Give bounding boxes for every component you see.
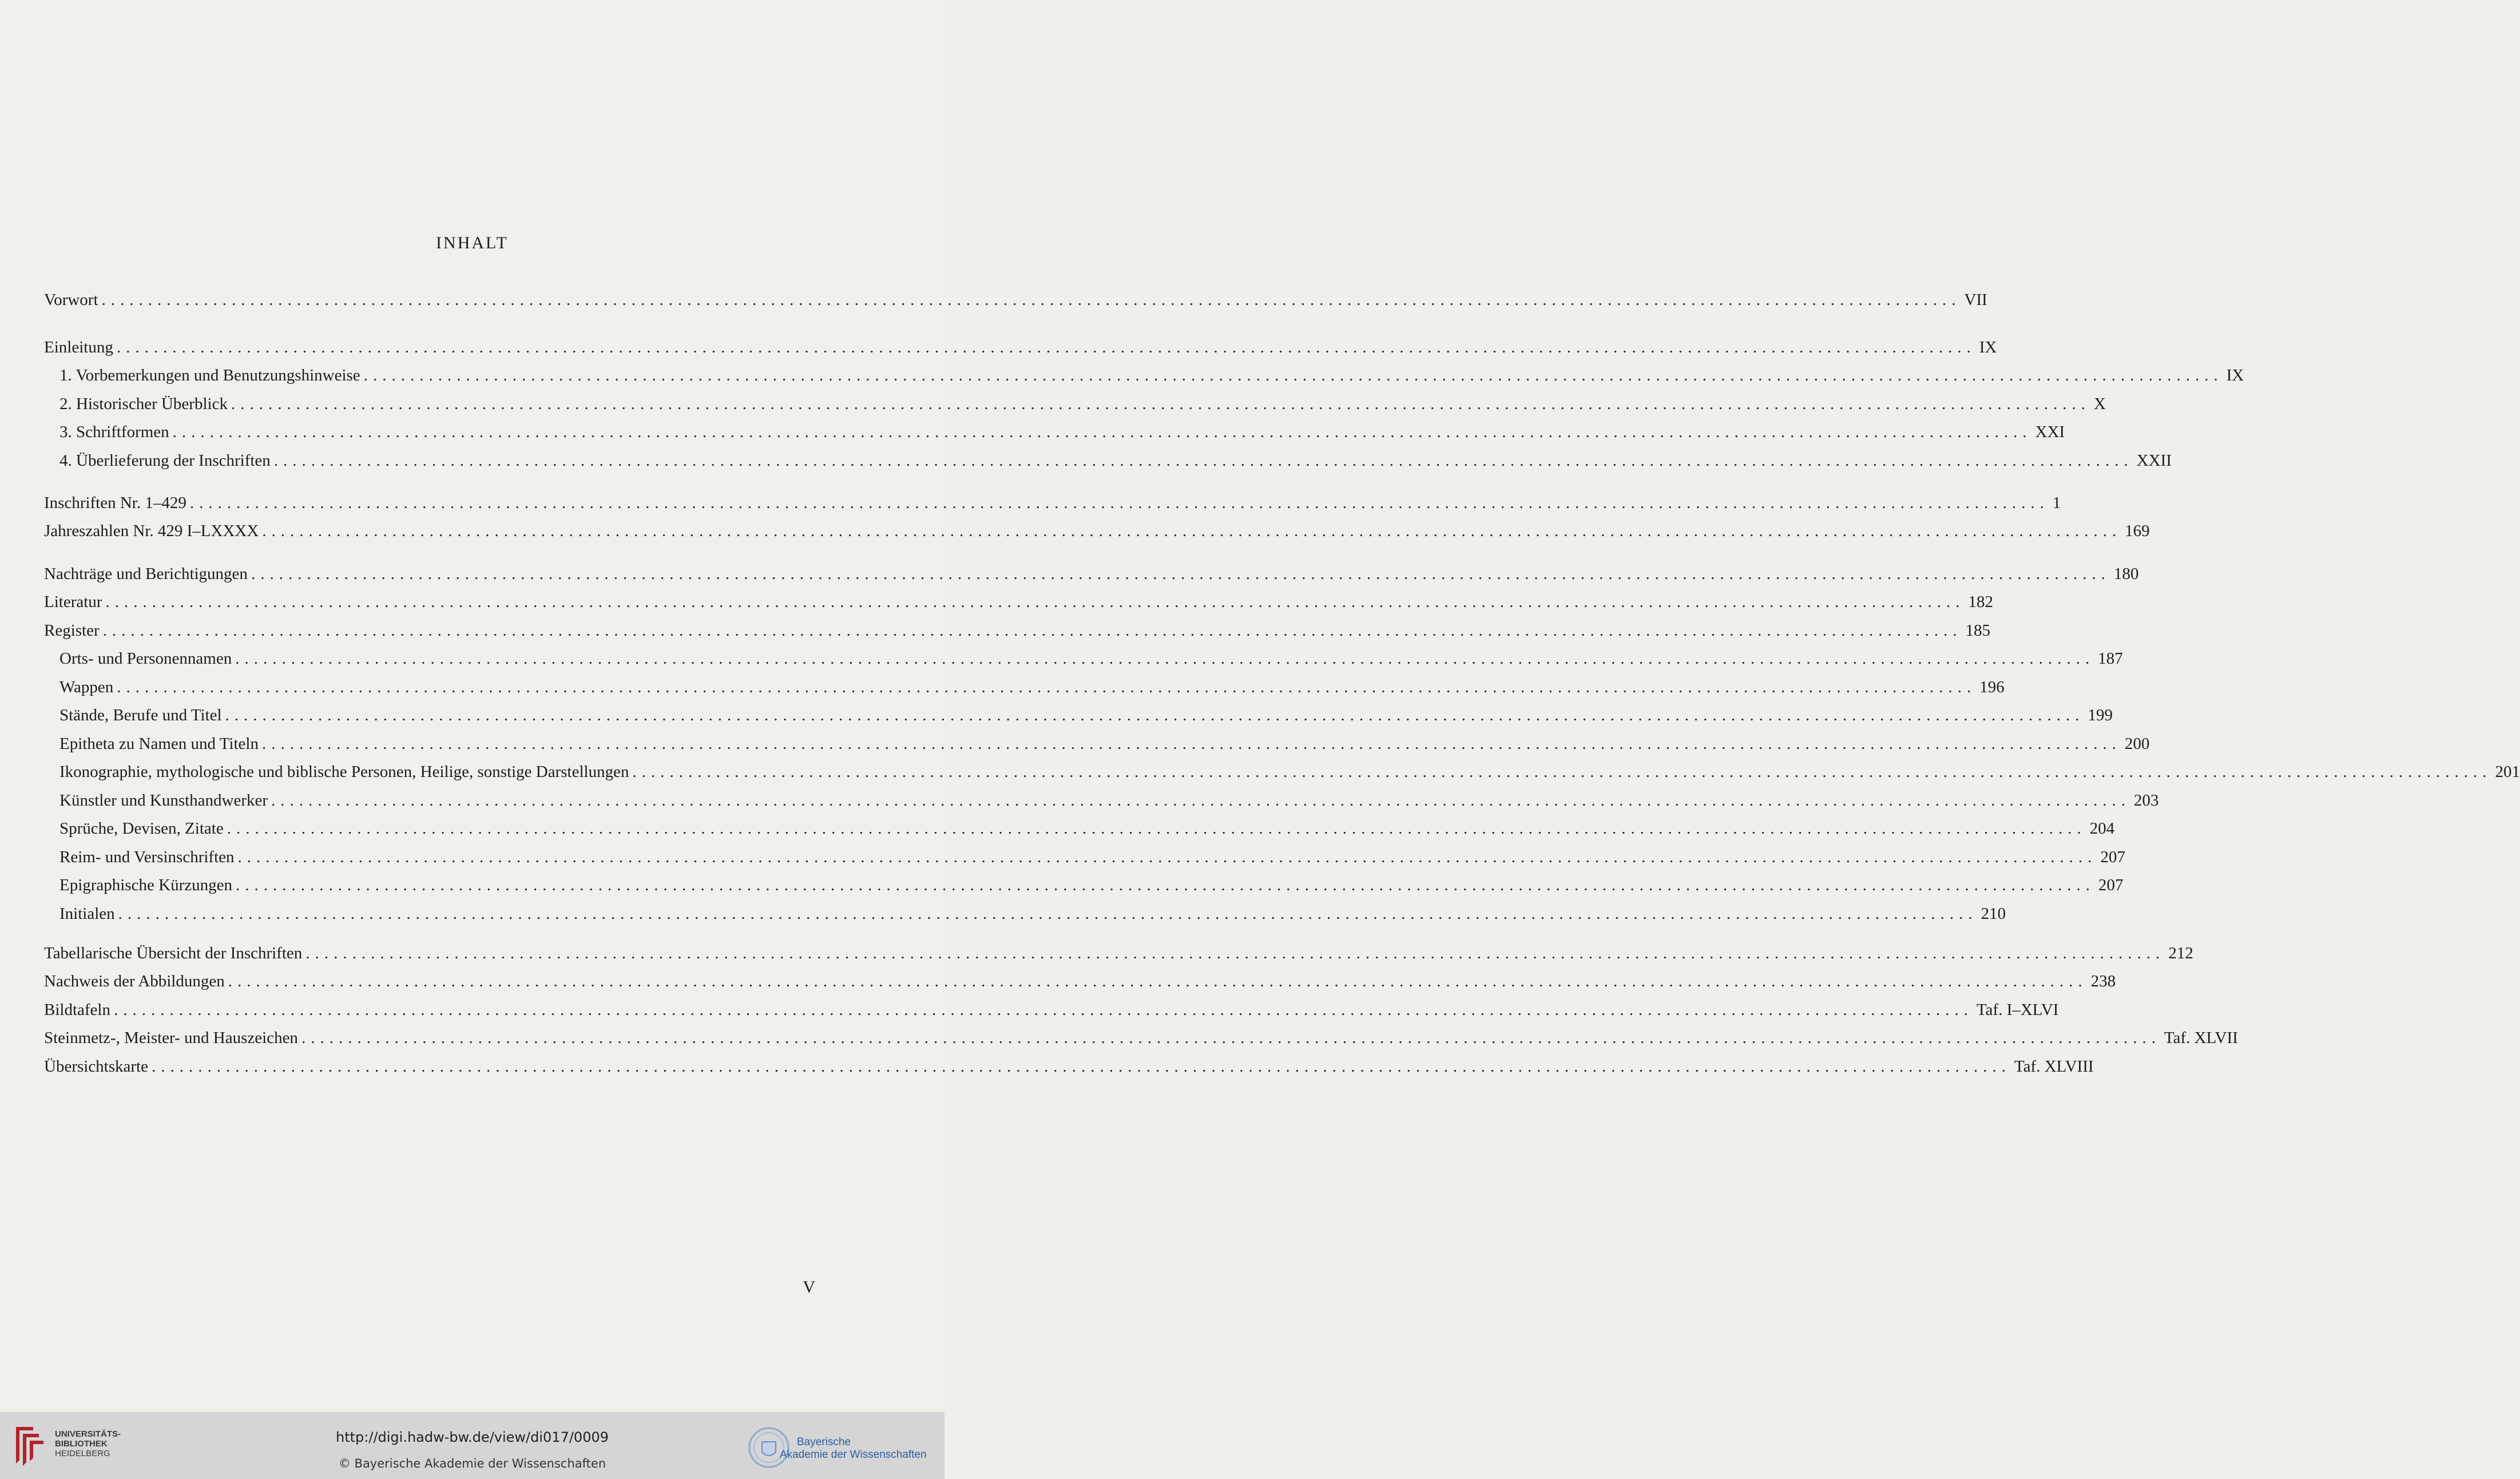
toc-entry-label: Epigraphische Kürzungen — [59, 876, 232, 894]
toc-dot-leader: ........................................................................................................................................................................................................ — [262, 522, 2122, 540]
toc-entry-page: XXI — [2035, 423, 2065, 441]
toc-dot-leader: ........................................................................................................................................................................................................ — [117, 678, 1977, 696]
toc-entry — [59, 366, 2244, 389]
toc-dot-leader: ........................................................................................................................................................................................................ — [105, 593, 1965, 611]
toc-entry — [59, 848, 2126, 871]
academy-line-2: Akademie der Wissenschaften — [780, 1449, 927, 1461]
toc-dot-leader: ........................................................................................................................................................................................................ — [261, 735, 2121, 753]
toc-entry-page: 238 — [2090, 972, 2116, 990]
toc-entry-page: 187 — [2098, 649, 2123, 668]
toc-entry — [44, 565, 2139, 588]
toc-dot-leader: ........................................................................................................................................................................................................ — [251, 565, 2110, 583]
toc-entry — [59, 451, 2172, 474]
toc-dot-leader: ........................................................................................................................................................................................................ — [225, 706, 2085, 724]
toc-entry — [59, 706, 2113, 729]
toc-entry — [44, 522, 2150, 545]
toc-entry — [59, 678, 2005, 701]
toc-dot-leader: ........................................................................................................................................................................................................ — [113, 1001, 1973, 1019]
toc-dot-leader: ........................................................................................................................................................................................................ — [235, 876, 2095, 894]
toc-entry-label: Jahreszahlen Nr. 429 I–LXXXX — [44, 522, 259, 540]
toc-entry — [44, 944, 2193, 967]
toc-entry-label: Stände, Berufe und Titel — [59, 706, 222, 724]
toc-dot-leader: ........................................................................................................................................................................................................ — [237, 848, 2097, 866]
toc-entry-label: 4. Überlieferung der Inschriften — [59, 451, 271, 470]
toc-entry-label: Ikonographie, mythologische und biblische Personen, Heilige, sonstige Darstellungen — [59, 763, 629, 781]
toc-entry-page: VII — [1964, 291, 1987, 309]
academy-name — [780, 1436, 927, 1461]
page-number: V — [803, 1278, 815, 1296]
toc-entry-page: 200 — [2124, 735, 2150, 753]
toc-dot-leader: ........................................................................................................................................................................................................ — [228, 972, 2088, 990]
toc-dot-leader: ........................................................................................................................................................................................................ — [102, 621, 1962, 640]
toc-entry-label: Vorwort — [44, 291, 98, 309]
toc-entry-label: Übersichtskarte — [44, 1057, 148, 1076]
toc-entry-label: Literatur — [44, 593, 102, 611]
toc-dot-leader: ........................................................................................................................................................................................................ — [231, 395, 2090, 413]
toc-entry-page: 169 — [2125, 522, 2150, 540]
toc-entry-page: 196 — [1979, 678, 2005, 696]
toc-dot-leader: ........................................................................................................................................................................................................ — [118, 905, 1978, 923]
toc-dot-leader: ........................................................................................................................................................................................................ — [152, 1057, 2011, 1076]
viewer-footer — [0, 1412, 944, 1479]
toc-entry-label: 3. Schriftformen — [59, 423, 169, 441]
toc-entry-page: Taf. XLVIII — [2014, 1057, 2094, 1076]
toc-entry-page: 212 — [2168, 944, 2193, 962]
toc-entry — [59, 395, 2106, 418]
toc-entry-page: IX — [2226, 366, 2244, 384]
toc-entry-label: Orts- und Personennamen — [59, 649, 232, 668]
permalink-url[interactable]: http://digi.hadw-bw.de/view/di017/0009 — [336, 1429, 609, 1445]
toc-entry-page: X — [2093, 395, 2106, 413]
toc-entry — [59, 423, 2065, 446]
toc-entry-label: Tabellarische Übersicht der Inschriften — [44, 944, 303, 962]
toc-entry — [44, 1001, 2059, 1024]
library-line-1: UNIVERSITÄTS- — [55, 1429, 121, 1439]
toc-entry — [44, 338, 1997, 361]
toc-entry — [44, 972, 2116, 995]
toc-entry-page: 201 — [2495, 763, 2520, 781]
toc-entry-label: Künstler und Kunsthandwerker — [59, 791, 268, 810]
toc-entry-label: Einleitung — [44, 338, 113, 356]
toc-entry — [59, 763, 2520, 786]
toc-entry-page: 207 — [2098, 876, 2124, 894]
library-line-3: HEIDELBERG — [55, 1449, 110, 1458]
toc-entry-page: 180 — [2113, 565, 2139, 583]
page-title: INHALT — [436, 233, 509, 252]
toc-entry-page: 203 — [2134, 791, 2159, 810]
toc-entry-label: Reim- und Versinschriften — [59, 848, 235, 866]
toc-entry-label: Initialen — [59, 905, 115, 923]
toc-entry-label: Steinmetz-, Meister- und Hauszeichen — [44, 1029, 298, 1047]
toc-entry-label: Nachträge und Berichtigungen — [44, 565, 248, 583]
toc-entry-page: 204 — [2089, 819, 2115, 838]
toc-entry — [44, 494, 2061, 517]
toc-entry-page: XXII — [2136, 451, 2172, 470]
toc-dot-leader: ........................................................................................................................................................................................................ — [632, 763, 2492, 781]
toc-entry — [59, 735, 2150, 758]
toc-entry-page: IX — [1979, 338, 1997, 356]
toc-entry — [59, 649, 2123, 672]
toc-dot-leader: ........................................................................................................................................................................................................ — [172, 423, 2032, 441]
toc-entry — [59, 876, 2124, 899]
toc-entry — [44, 621, 1991, 644]
toc-dot-leader: ........................................................................................................................................................................................................ — [273, 451, 2133, 470]
toc-dot-leader: ........................................................................................................................................................................................................ — [235, 649, 2095, 668]
toc-entry-page: 199 — [2088, 706, 2113, 724]
toc-dot-leader: ........................................................................................................................................................................................................ — [227, 819, 2086, 838]
toc-dot-leader: ........................................................................................................................................................................................................ — [363, 366, 2223, 384]
toc-dot-leader: ........................................................................................................................................................................................................ — [305, 944, 2165, 962]
toc-entry-label: 2. Historischer Überblick — [59, 395, 228, 413]
toc-entry — [44, 291, 1987, 314]
toc-entry-page: 185 — [1965, 621, 1991, 640]
toc-dot-leader: ........................................................................................................................................................................................................ — [116, 338, 1976, 356]
library-line-2: BIBLIOTHEK — [55, 1439, 108, 1449]
toc-entry-page: Taf. XLVII — [2164, 1029, 2238, 1047]
toc-entry-label: 1. Vorbemerkungen und Benutzungshinweise — [59, 366, 360, 384]
toc-entry-label: Inschriften Nr. 1–429 — [44, 494, 186, 512]
toc-entry — [44, 593, 1993, 616]
toc-dot-leader: ........................................................................................................................................................................................................ — [271, 791, 2131, 810]
toc-entry — [59, 819, 2115, 842]
toc-entry — [59, 791, 2159, 814]
toc-entry-label: Sprüche, Devisen, Zitate — [59, 819, 224, 838]
toc-entry-label: Nachweis der Abbildungen — [44, 972, 225, 990]
toc-dot-leader: ........................................................................................................................................................................................................ — [101, 291, 1961, 309]
toc-entry-page: 210 — [1981, 905, 2006, 923]
copyright-notice: © Bayerische Akademie der Wissenschaften — [338, 1457, 606, 1470]
toc-dot-leader: ........................................................................................................................................................................................................ — [301, 1029, 2161, 1047]
toc-entry — [59, 905, 2006, 927]
toc-entry-page: Taf. I–XLVI — [1976, 1001, 2059, 1019]
toc-entry-page: 1 — [2052, 494, 2061, 512]
toc-entry — [44, 1029, 2238, 1052]
toc-entry-label: Register — [44, 621, 100, 640]
toc-entry — [44, 1057, 2094, 1080]
toc-entry-label: Bildtafeln — [44, 1001, 110, 1019]
toc-entry-label: Epitheta zu Namen und Titeln — [59, 735, 259, 753]
toc-dot-leader: ........................................................................................................................................................................................................ — [189, 494, 2049, 512]
toc-entry-page: 207 — [2100, 848, 2126, 866]
academy-line-1: Bayerische — [797, 1436, 851, 1448]
toc-entry-label: Wappen — [59, 678, 114, 696]
toc-entry-page: 182 — [1968, 593, 1993, 611]
